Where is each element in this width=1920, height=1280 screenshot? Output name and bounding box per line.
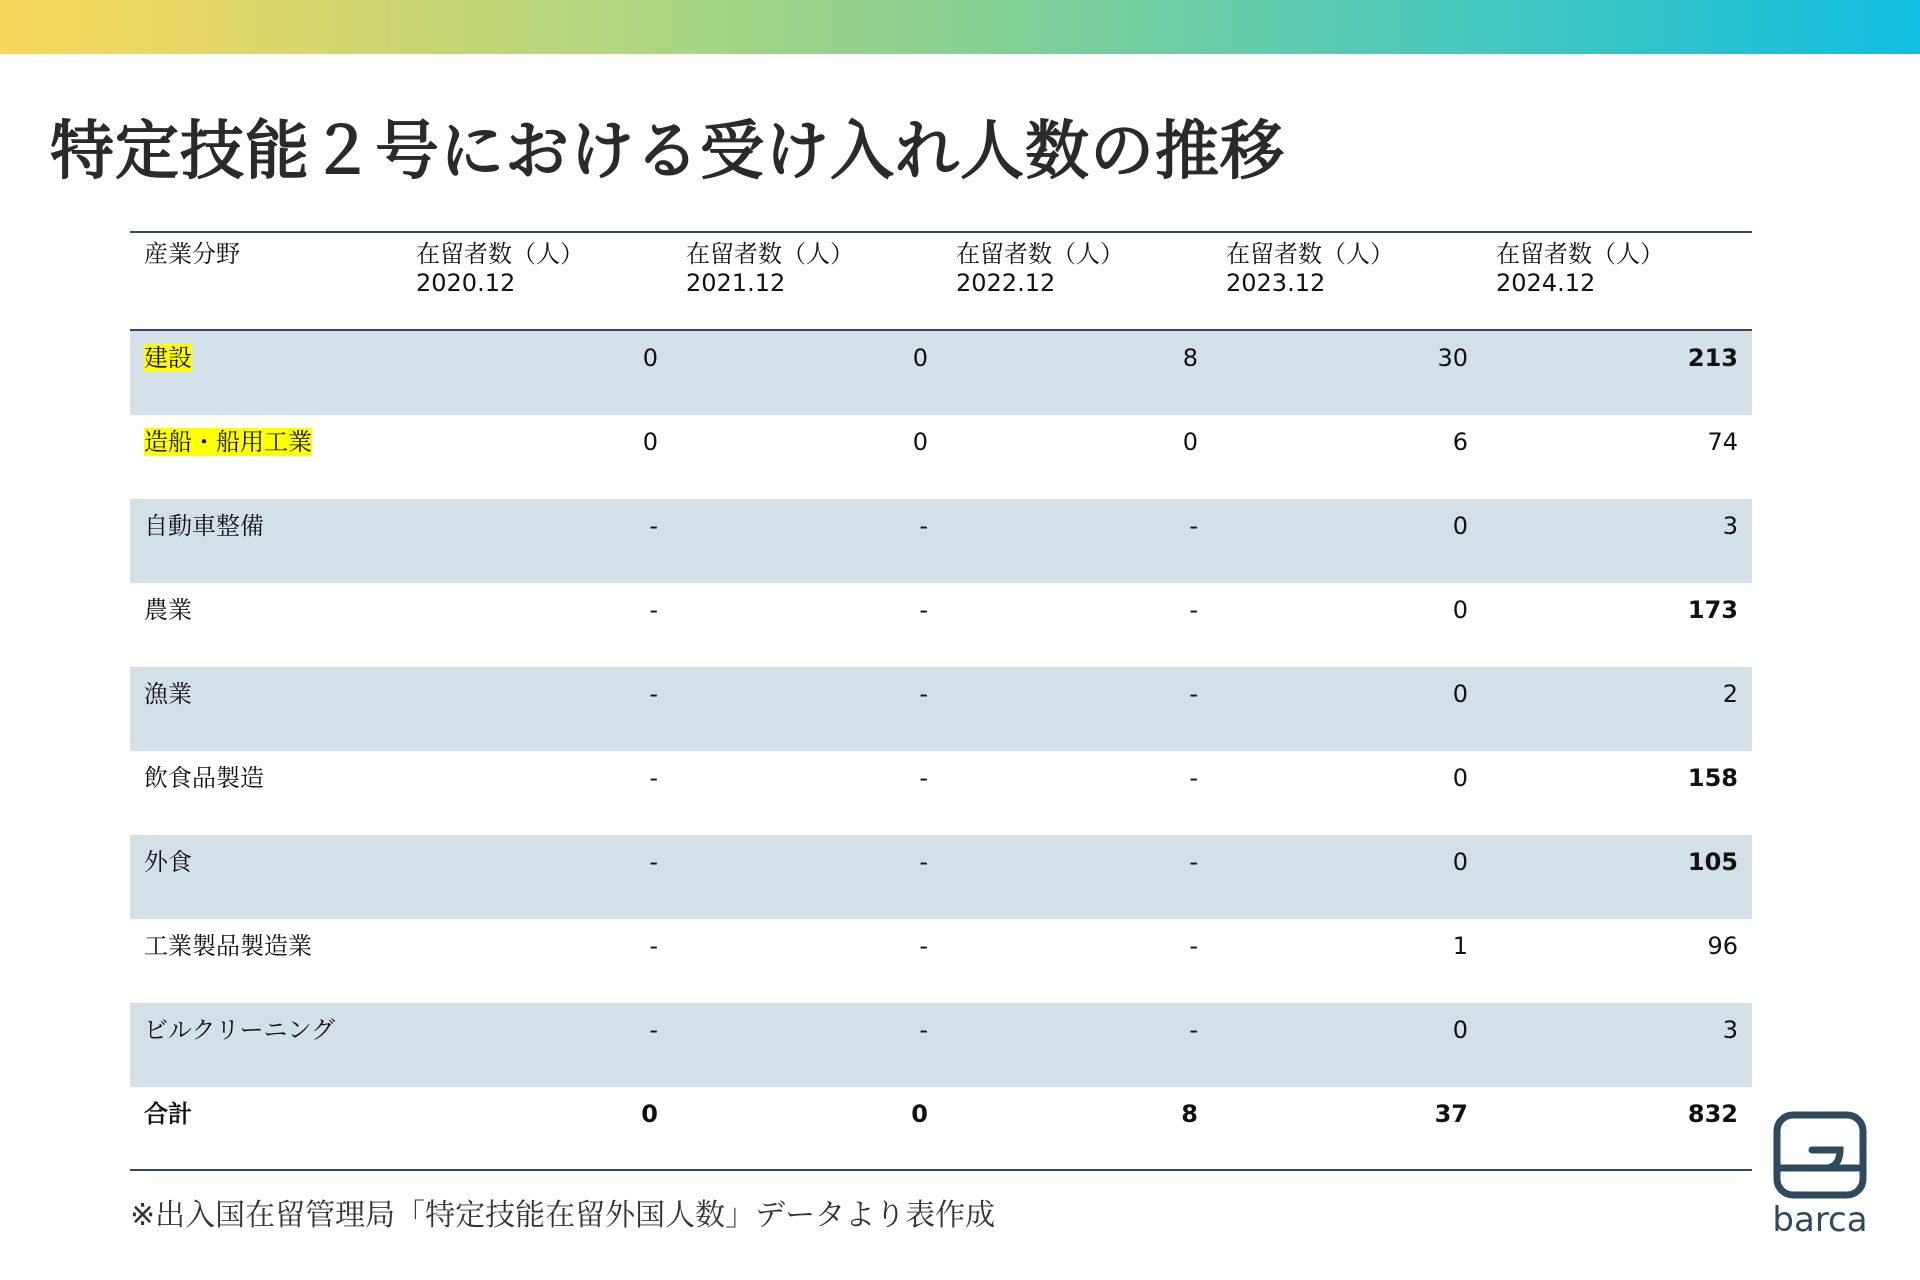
header-date: 2020.12 [416, 269, 516, 297]
value-cell: - [1189, 680, 1198, 708]
value-cell: 96 [1707, 932, 1738, 960]
value-cell: - [649, 512, 658, 540]
value-cell: - [649, 764, 658, 792]
value-cell: - [919, 512, 928, 540]
value-cell: - [649, 932, 658, 960]
value-cell: 105 [1687, 848, 1738, 876]
field-cell [130, 583, 402, 667]
table-body [130, 331, 1752, 1087]
value-cell: 0 [642, 428, 658, 456]
header-date: 2022.12 [956, 269, 1056, 297]
field-label: 工業製品製造業 [144, 932, 312, 960]
field-cell [130, 331, 402, 415]
field-label: 農業 [144, 596, 192, 624]
barca-logo [1772, 1110, 1868, 1242]
field-cell [130, 1003, 402, 1087]
table-row [130, 415, 1752, 499]
field-label: 漁業 [144, 680, 192, 708]
value-cell: - [649, 596, 658, 624]
header-year-5 [1482, 233, 1752, 329]
field-cell [130, 667, 402, 751]
header-label: 在留者数（人） [1496, 240, 1664, 268]
total-value-cell: 0 [911, 1100, 928, 1128]
value-cell: - [919, 848, 928, 876]
value-cell: 0 [912, 344, 928, 372]
value-cell: 158 [1687, 764, 1738, 792]
table-row [130, 499, 1752, 583]
field-cell [130, 919, 402, 1003]
value-cell: 0 [642, 344, 658, 372]
value-cell: - [1189, 1016, 1198, 1044]
table-row [130, 583, 1752, 667]
header-label: 在留者数（人） [1226, 240, 1394, 268]
value-cell: - [1189, 764, 1198, 792]
header-year-4 [1212, 233, 1482, 329]
field-label: 造船・船用工業 [144, 428, 312, 456]
field-label: 飲食品製造 [144, 764, 264, 792]
table-row [130, 751, 1752, 835]
value-cell: 0 [1452, 596, 1468, 624]
table-row [130, 1003, 1752, 1087]
source-note: ※出入国在留管理局「特定技能在留外国人数」データより表作成 [130, 1198, 996, 1233]
value-cell: - [919, 1016, 928, 1044]
total-label: 合計 [144, 1100, 192, 1128]
value-cell: 1 [1452, 932, 1468, 960]
page-title: 特定技能２号における受け入れ人数の推移 [50, 115, 1285, 189]
value-cell: - [919, 680, 928, 708]
value-cell: 6 [1452, 428, 1468, 456]
value-cell: - [649, 1016, 658, 1044]
header-date: 2021.12 [686, 269, 786, 297]
header-date: 2023.12 [1226, 269, 1326, 297]
value-cell: 0 [1452, 1016, 1468, 1044]
table-row [130, 331, 1752, 415]
value-cell: - [919, 764, 928, 792]
field-label: ビルクリーニング [144, 1016, 336, 1044]
field-label: 建設 [144, 344, 192, 372]
value-cell: 173 [1687, 596, 1738, 624]
value-cell: 0 [1452, 848, 1468, 876]
header-year-1 [402, 233, 672, 329]
field-label: 外食 [144, 848, 192, 876]
value-cell: 0 [912, 428, 928, 456]
total-value-cell: 0 [641, 1100, 658, 1128]
header-field [130, 233, 402, 329]
value-cell: 74 [1707, 428, 1738, 456]
header-date: 2024.12 [1496, 269, 1596, 297]
value-cell: 213 [1687, 344, 1738, 372]
value-cell: - [649, 680, 658, 708]
logo-text: barca [1772, 1200, 1868, 1240]
value-cell: 8 [1182, 344, 1198, 372]
table-header-row [130, 233, 1752, 331]
total-value-cell: 8 [1181, 1100, 1198, 1128]
header-label: 産業分野 [144, 240, 240, 268]
value-cell: - [1189, 848, 1198, 876]
value-cell: - [1189, 596, 1198, 624]
field-cell [130, 835, 402, 919]
value-cell: 30 [1437, 344, 1468, 372]
value-cell: 0 [1452, 512, 1468, 540]
value-cell: - [649, 848, 658, 876]
value-cell: 3 [1722, 512, 1738, 540]
field-cell [130, 415, 402, 499]
value-cell: - [1189, 512, 1198, 540]
table-row [130, 919, 1752, 1003]
table-row [130, 835, 1752, 919]
top-gradient-bar [0, 0, 1920, 54]
value-cell: 0 [1182, 428, 1198, 456]
barca-logo-icon [1772, 1110, 1868, 1200]
field-cell [130, 751, 402, 835]
value-cell: - [919, 596, 928, 624]
header-label: 在留者数（人） [956, 240, 1124, 268]
field-cell [130, 499, 402, 583]
value-cell: - [919, 932, 928, 960]
table-total-row [130, 1087, 1752, 1171]
value-cell: 0 [1452, 680, 1468, 708]
header-year-3 [942, 233, 1212, 329]
table-row [130, 667, 1752, 751]
data-table [130, 231, 1752, 1171]
value-cell: 0 [1452, 764, 1468, 792]
header-year-2 [672, 233, 942, 329]
field-label: 自動車整備 [144, 512, 264, 540]
total-value-cell: 37 [1434, 1100, 1468, 1128]
value-cell: 3 [1722, 1016, 1738, 1044]
total-value-cell: 832 [1687, 1100, 1738, 1128]
header-label: 在留者数（人） [686, 240, 854, 268]
value-cell: - [1189, 932, 1198, 960]
header-label: 在留者数（人） [416, 240, 584, 268]
value-cell: 2 [1722, 680, 1738, 708]
